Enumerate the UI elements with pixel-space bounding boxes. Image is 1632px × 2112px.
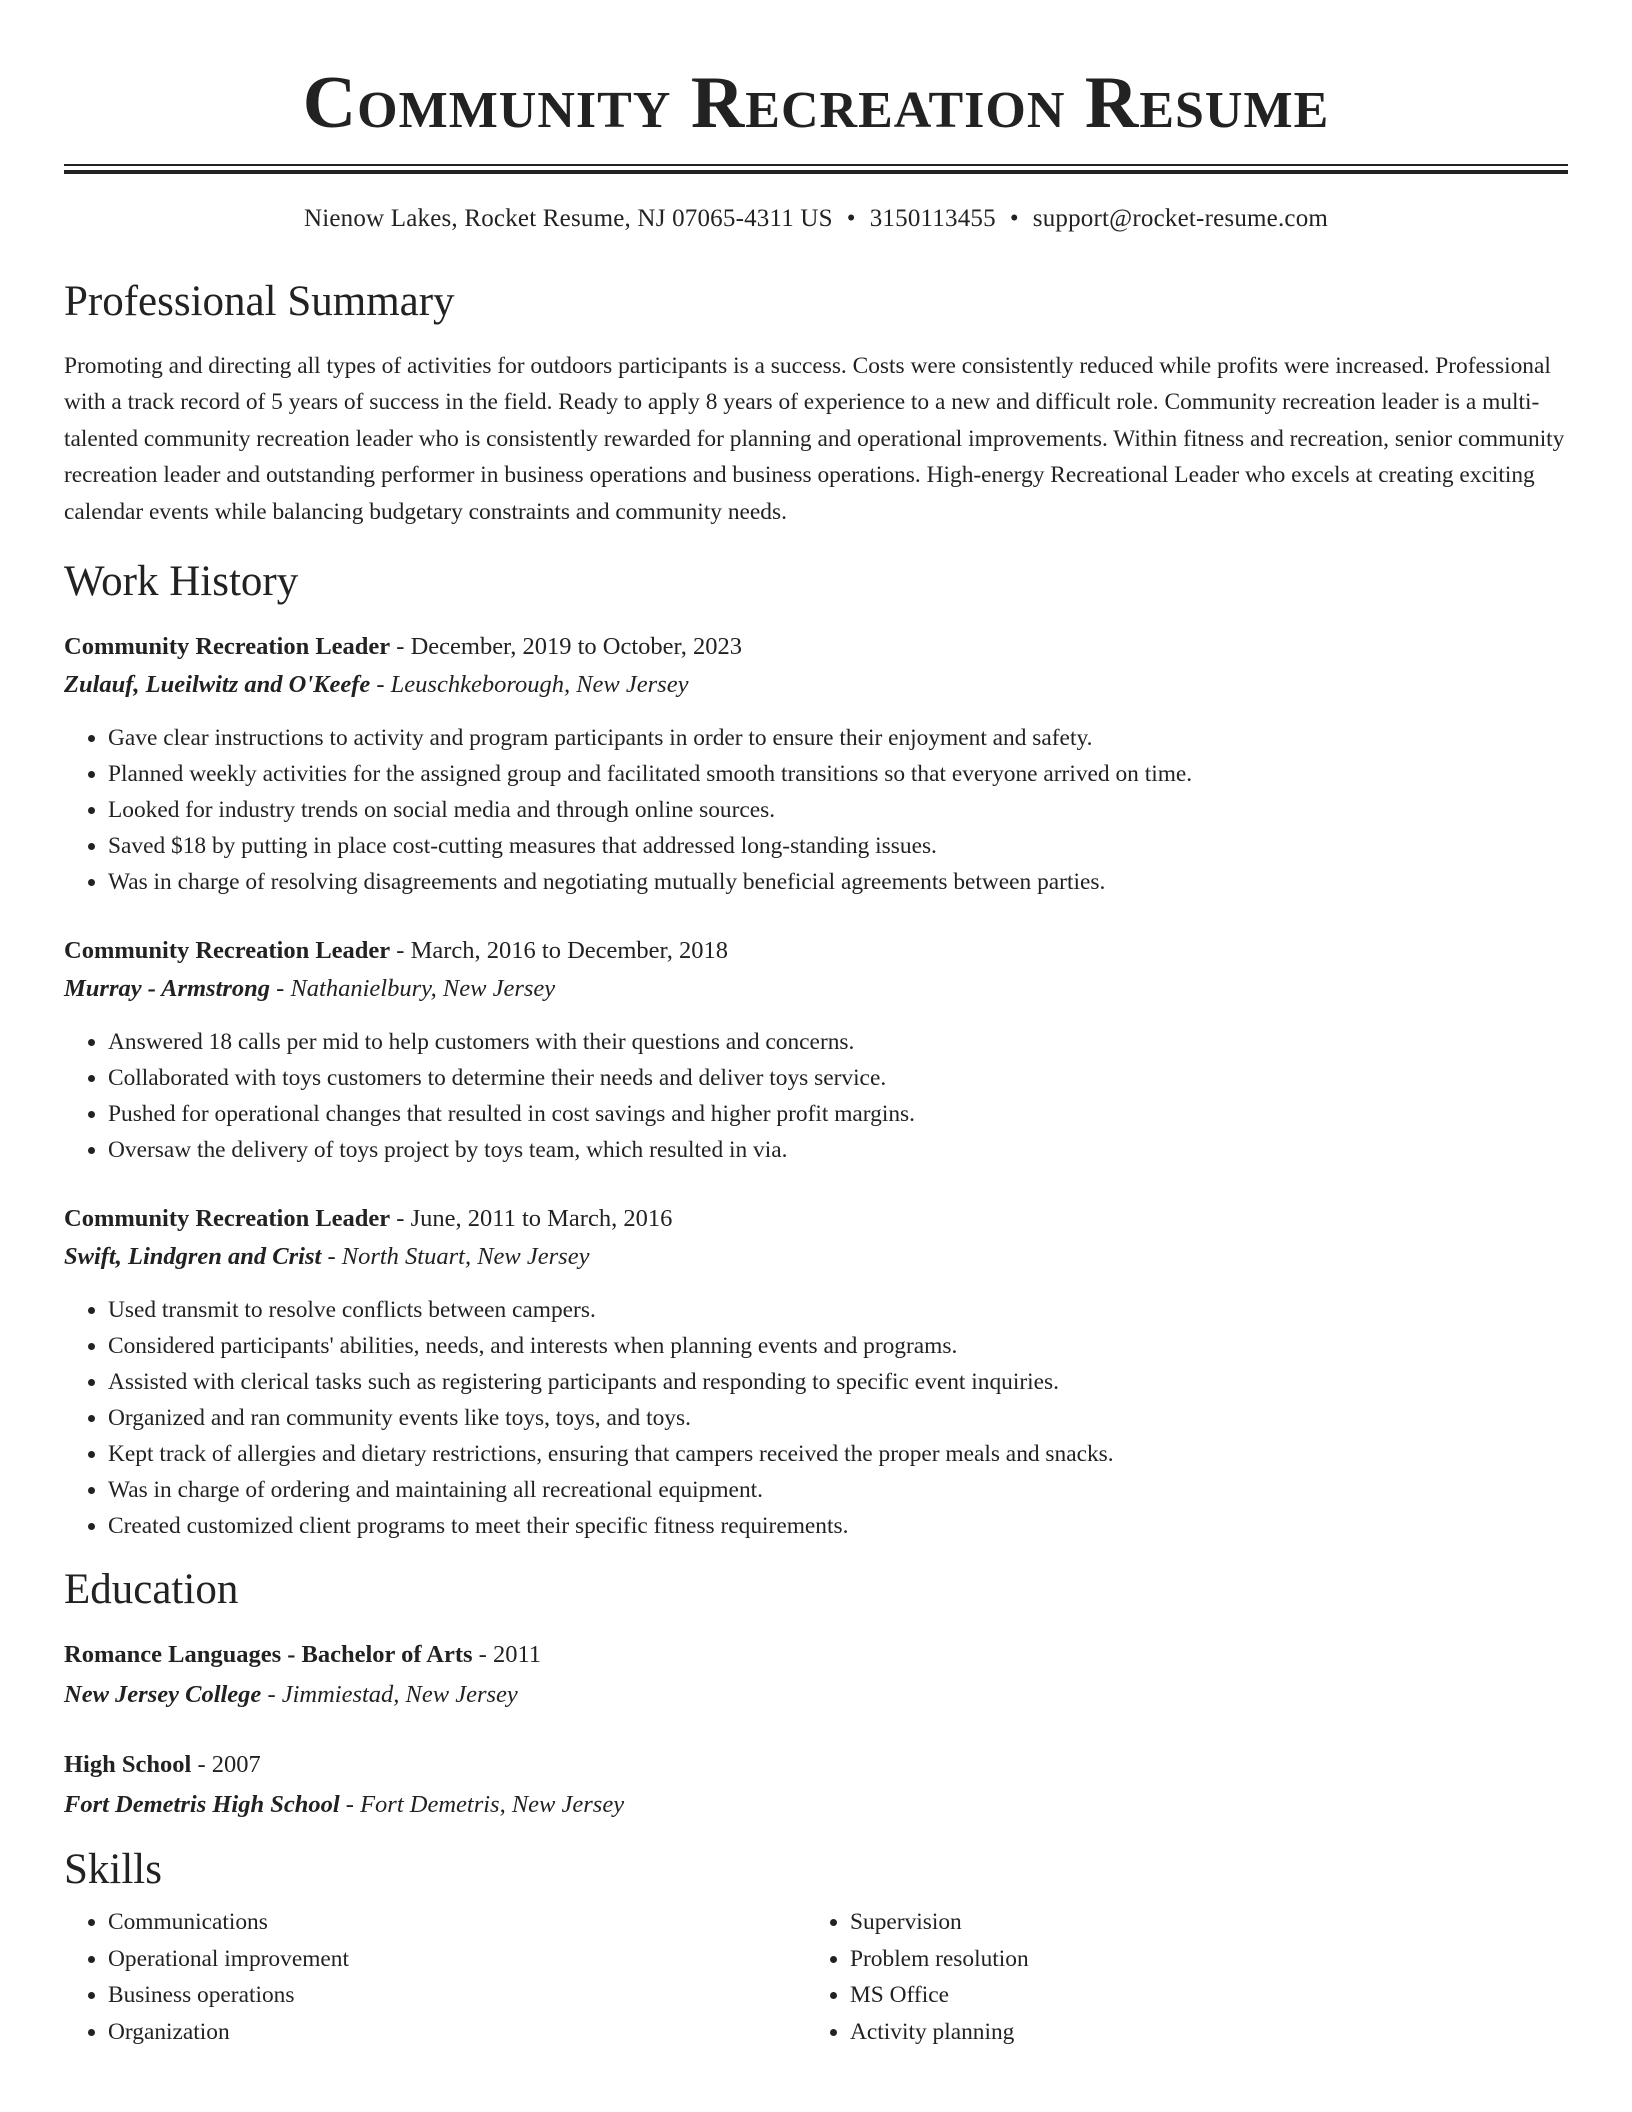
job-company-line xyxy=(64,1238,1568,1276)
education-location: - Jimmiestad, New Jersey xyxy=(261,1681,518,1709)
education-degree: Romance Languages - Bachelor of Arts xyxy=(64,1641,473,1669)
job-location: - North Stuart, New Jersey xyxy=(321,1243,590,1271)
list-item: • Assisted with clerical tasks such as registering participants and responding to specific event inquiries. xyxy=(108,1364,1568,1400)
title-divider xyxy=(64,164,1568,174)
education-year: - 2007 xyxy=(191,1751,261,1779)
summary-heading: Professional Summary xyxy=(64,278,455,325)
education-school: New Jersey College xyxy=(64,1681,262,1709)
list-item: • Oversaw the delivery of toys project by toys team, which resulted in via. xyxy=(108,1132,1568,1168)
job-entry xyxy=(64,628,1568,900)
education-entry xyxy=(64,1636,1568,1714)
job-entry xyxy=(64,932,1568,1168)
job-dates: - March, 2016 to December, 2018 xyxy=(390,937,728,965)
skill-item: • MS Office xyxy=(850,1977,1548,2014)
skills-column-left xyxy=(64,1904,806,2050)
education-year: - 2011 xyxy=(472,1641,542,1669)
skill-item: • Operational improvement xyxy=(108,1941,806,1978)
job-dates: - December, 2019 to October, 2023 xyxy=(390,633,742,661)
list-item: • Pushed for operational changes that resulted in cost savings and higher profit margins. xyxy=(108,1096,1568,1132)
education-entry xyxy=(64,1746,1568,1824)
job-company: Swift, Lindgren and Crist xyxy=(64,1243,322,1271)
job-header xyxy=(64,932,1568,970)
list-item: • Considered participants' abilities, needs, and interests when planning events and programs. xyxy=(108,1328,1568,1364)
list-item: • Planned weekly activities for the assigned group and facilitated smooth transitions so that everyone arrived on time. xyxy=(108,756,1568,792)
job-bullets xyxy=(64,720,1568,900)
list-item: • Gave clear instructions to activity and program participants in order to ensure their enjoyment and safety. xyxy=(108,720,1568,756)
education-header xyxy=(64,1636,1568,1674)
job-company-line xyxy=(64,666,1568,704)
job-company: Zulauf, Lueilwitz and O'Keefe xyxy=(64,671,371,699)
contact-line xyxy=(64,202,1568,236)
job-location: - Leuschkeborough, New Jersey xyxy=(370,671,689,699)
skill-item: • Supervision xyxy=(850,1904,1548,1941)
job-bullets xyxy=(64,1024,1568,1168)
education-school-line xyxy=(64,1676,1568,1714)
skills-grid xyxy=(64,1904,1568,2050)
list-item: • Kept track of allergies and dietary restrictions, ensuring that campers received the proper meals and snacks. xyxy=(108,1436,1568,1472)
job-bullets xyxy=(64,1292,1568,1544)
list-item: • Used transmit to resolve conflicts between campers. xyxy=(108,1292,1568,1328)
job-header xyxy=(64,628,1568,666)
skills-list xyxy=(64,1904,806,2050)
skill-item: • Communications xyxy=(108,1904,806,1941)
list-item: • Created customized client programs to meet their specific fitness requirements. xyxy=(108,1508,1568,1544)
skill-item: • Business operations xyxy=(108,1977,806,2014)
education-heading: Education xyxy=(64,1566,239,1614)
job-company: Murray - Armstrong xyxy=(64,975,271,1003)
education-location: - Fort Demetris, New Jersey xyxy=(339,1791,625,1819)
skill-item: • Activity planning xyxy=(850,2014,1548,2051)
work-history-heading: Work History xyxy=(64,558,299,606)
contact-phone: 3150113455 xyxy=(869,205,996,232)
list-item: • Was in charge of ordering and maintaining all recreational equipment. xyxy=(108,1472,1568,1508)
skills-column-right xyxy=(806,1904,1548,2050)
skills-heading: Skills xyxy=(64,1846,162,1894)
list-item: • Was in charge of resolving disagreements and negotiating mutually beneficial agreements between parties. xyxy=(108,864,1568,900)
job-company-line xyxy=(64,970,1568,1008)
job-header xyxy=(64,1200,1568,1238)
contact-separator: • xyxy=(1009,205,1019,232)
education-header xyxy=(64,1746,1568,1784)
list-item: • Answered 18 calls per mid to help customers with their questions and concerns. xyxy=(108,1024,1568,1060)
education-school: Fort Demetris High School xyxy=(64,1791,340,1819)
list-item: • Looked for industry trends on social media and through online sources. xyxy=(108,792,1568,828)
resume-title: Community Recreation Resume xyxy=(302,62,1330,144)
job-entry xyxy=(64,1200,1568,1544)
list-item: • Collaborated with toys customers to determine their needs and deliver toys service. xyxy=(108,1060,1568,1096)
job-title: Community Recreation Leader xyxy=(64,1205,391,1233)
education-school-line xyxy=(64,1786,1568,1824)
education-degree: High School xyxy=(64,1751,192,1779)
job-dates: - June, 2011 to March, 2016 xyxy=(390,1205,673,1233)
job-location: - Nathanielbury, New Jersey xyxy=(270,975,556,1003)
skills-list xyxy=(806,1904,1548,2050)
contact-email: support@rocket-resume.com xyxy=(1032,205,1329,232)
job-title: Community Recreation Leader xyxy=(64,633,391,661)
contact-address: Nienow Lakes, Rocket Resume, NJ 07065-4311 US xyxy=(303,205,833,232)
skill-item: • Organization xyxy=(108,2014,806,2051)
list-item: • Saved $18 by putting in place cost-cutting measures that addressed long-standing issues. xyxy=(108,828,1568,864)
list-item: • Organized and ran community events like toys, toys, and toys. xyxy=(108,1400,1568,1436)
contact-separator: • xyxy=(846,205,856,232)
skill-item: • Problem resolution xyxy=(850,1941,1548,1978)
resume-page xyxy=(64,0,1568,2050)
summary-text: Promoting and directing all types of activities for outdoors participants is a success. Costs were consistently reduced while profits were increased. Professional with a track record of 5 years of success in the field. Ready to apply 8 years of experience to a new and difficult role. Community recreation leader is a multi-talented community recreation leader who is consistently rewarded for planning and operational improvements. Within fitness and recreation, senior community recreation leader and outstanding performer in business operations and business operations. High-energy Recreational Leader who excels at creating exciting calendar events while balancing budgetary constraints and community needs. xyxy=(64,353,1565,525)
job-title: Community Recreation Leader xyxy=(64,937,391,965)
